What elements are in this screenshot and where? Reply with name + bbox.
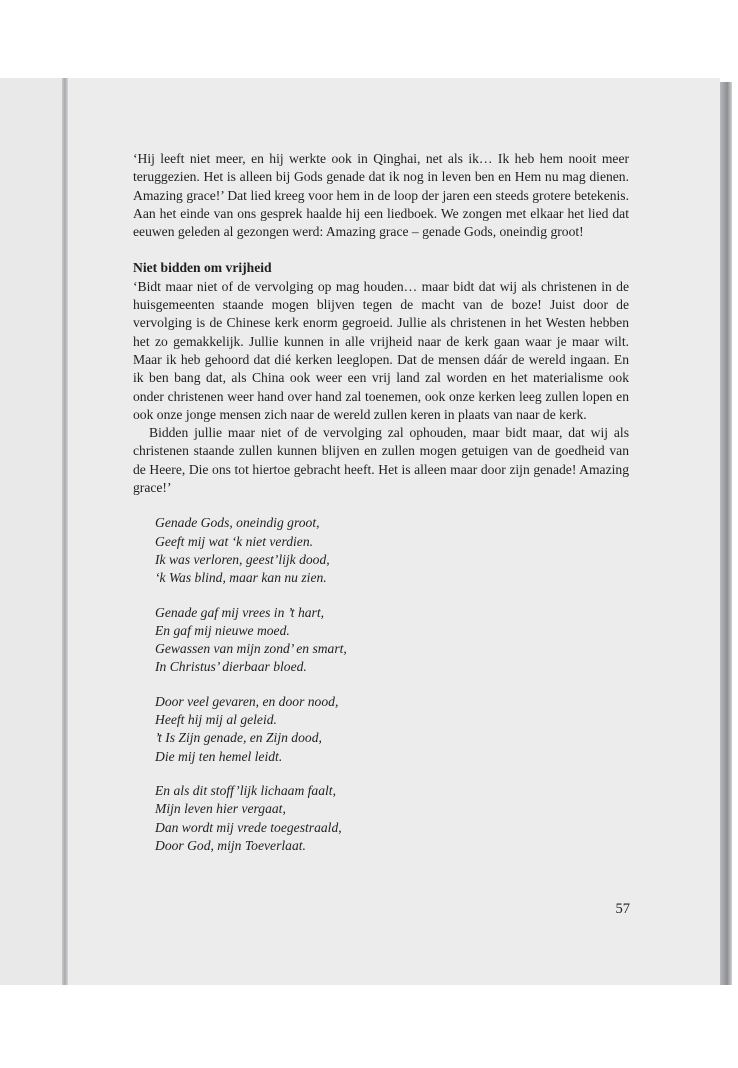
poem-line: Door God, mijn Toeverlaat. [155, 837, 306, 853]
page-stack-edge [720, 82, 732, 985]
poem-stanza-3 [155, 693, 629, 766]
poem-line: Genade Gods, oneindig groot, [155, 515, 320, 531]
poem-line: Door veel gevaren, en door nood, [155, 693, 339, 709]
section-heading: Niet bidden om vrijheid [133, 260, 272, 276]
poem-stanza-2 [155, 604, 629, 677]
poem-line: In Christus’ dierbaar bloed. [155, 659, 307, 675]
poem-line: Mijn leven hier vergaat, [155, 801, 286, 817]
poem-line: Dan wordt mij vrede toegestraald, [155, 819, 342, 835]
page-number: 57 [615, 901, 630, 917]
poem-line: En als dit stoff’lijk lichaam faalt, [155, 782, 336, 798]
poem-line: Die mij ten hemel leidt. [155, 748, 283, 764]
section-paragraph-1: ‘Bidt maar niet of de vervolging op mag houden… maar bidt dat wij als christenen in de huisgemeenten staande mogen blijven tegen de macht van de boze! Juist door de vervolging is de Chinese kerk enorm gegroeid. Jullie als christenen in het Westen hebben het zo gemakkelijk. Jullie kunnen in alle vrijheid naar de kerk gaan waar je maar wilt. Maar ik heb gehoord dat dié kerken leeglopen. Dat de mensen dáár de wereld ingaan. En ik ben bang dat, als China ook weer een vrij land zal worden en het materialisme ook onder christenen weer hand over hand zal toenemen, ook onze kerken leeg zullen lopen en ook onze jonge mensen zich naar de wereld zullen keren in plaats van naar de kerk. [133, 278, 629, 422]
poem-line: Genade gaf mij vrees in ’t hart, [155, 604, 325, 620]
poem-line: ’t Is Zijn genade, en Zijn dood, [155, 730, 322, 746]
poem-line: ‘k Was blind, maar kan nu zien. [155, 570, 327, 586]
page-text [133, 150, 629, 871]
left-page-edge [0, 78, 62, 985]
poem-stanza-4 [155, 782, 629, 855]
poem-line: Ik was verloren, geest’lijk dood, [155, 551, 330, 567]
poem-line: Heeft hij mij al geleid. [155, 712, 277, 728]
poem-stanza-1 [155, 514, 629, 587]
poem-line: En gaf mij nieuwe moed. [155, 622, 290, 638]
poem-line: Geeft mij wat ‘k niet verdien. [155, 533, 314, 549]
section-paragraph-2: Bidden jullie maar niet of de vervolging zal ophouden, maar bidt maar, dat wij als christenen staande zullen kunnen blijven en zullen mogen getuigen van de goedheid van de Heere, Die ons tot hiertoe gebracht heeft. Het is alleen maar door zijn genade! Amazing grace!’ [133, 425, 629, 496]
poem [133, 514, 629, 855]
intro-paragraph: ‘Hij leeft niet meer, en hij werkte ook in Qinghai, net als ik… Ik heb hem nooit meer teruggezien. Het is alleen bij Gods genade dat ik nog in leven ben en Hem nu mag dienen. Amazing grace!’ Dat lied kreeg voor hem in de loop der jaren een steeds grotere betekenis. Aan het einde van ons gesprek haalde hij een liedboek. We zongen met elkaar het lied dat eeuwen geleden al gezongen werd: Amazing grace – genade Gods, oneindig groot! [133, 151, 629, 240]
poem-line: Gewassen van mijn zond’ en smart, [155, 641, 347, 657]
